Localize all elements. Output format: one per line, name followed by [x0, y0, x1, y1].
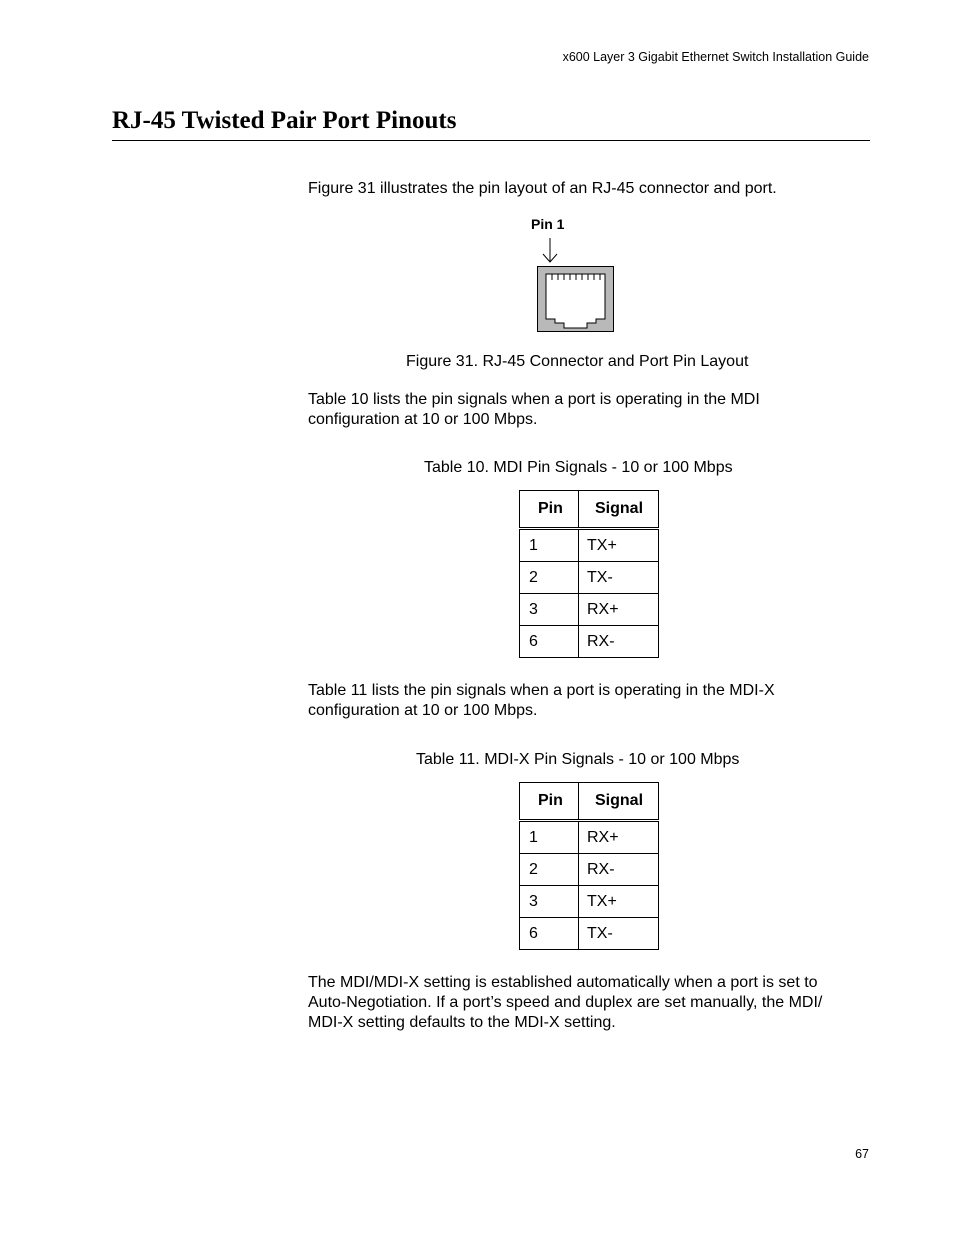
table11-intro — [308, 681, 868, 721]
mdi-pin-table — [519, 490, 659, 658]
table-row — [520, 821, 659, 854]
pin-cell: 6 — [520, 626, 579, 658]
table10-caption: Table 10. MDI Pin Signals - 10 or 100 Mbps — [424, 459, 733, 476]
signal-cell: RX+ — [579, 821, 659, 854]
table-row — [520, 529, 659, 562]
pin-cell: 2 — [520, 854, 579, 886]
pin-cell: 3 — [520, 594, 579, 626]
table11-intro-line1: Table 11 lists the pin signals when a port is operating in the MDI-X — [308, 682, 775, 699]
mdix-pin-table — [519, 782, 659, 950]
closing-line1: The MDI/MDI-X setting is established automatically when a port is set to — [308, 974, 818, 991]
closing-paragraph — [308, 973, 868, 1033]
pin-cell: 1 — [520, 529, 579, 562]
closing-line3: MDI-X setting defaults to the MDI-X setting. — [308, 1014, 616, 1031]
rj45-port-icon — [528, 236, 618, 336]
table-header-row — [520, 783, 659, 821]
pin-cell: 3 — [520, 886, 579, 918]
table-row — [520, 594, 659, 626]
table11-caption: Table 11. MDI-X Pin Signals - 10 or 100 Mbps — [416, 751, 740, 768]
table-header-row — [520, 491, 659, 529]
table11-intro-line2: configuration at 10 or 100 Mbps. — [308, 702, 538, 719]
title-rule — [112, 140, 870, 141]
pin-cell: 2 — [520, 562, 579, 594]
table10-intro-line1: Table 10 lists the pin signals when a port is operating in the MDI — [308, 391, 760, 408]
intro-paragraph: Figure 31 illustrates the pin layout of an RJ-45 connector and port. — [308, 180, 777, 197]
signal-cell: TX+ — [579, 886, 659, 918]
pin-column-header: Pin — [520, 783, 579, 821]
table-row — [520, 626, 659, 658]
signal-column-header: Signal — [579, 491, 659, 529]
section-title: RJ-45 Twisted Pair Port Pinouts — [112, 107, 457, 134]
signal-column-header: Signal — [579, 783, 659, 821]
table10-intro — [308, 390, 868, 430]
table-row — [520, 886, 659, 918]
rj45-port-figure — [528, 236, 618, 341]
table-row — [520, 562, 659, 594]
page-number: 67 — [855, 1147, 869, 1161]
figure-caption: Figure 31. RJ-45 Connector and Port Pin Layout — [406, 353, 749, 370]
table10-intro-line2: configuration at 10 or 100 Mbps. — [308, 411, 538, 428]
table-row — [520, 854, 659, 886]
closing-line2: Auto-Negotiation. If a port’s speed and duplex are set manually, the MDI/ — [308, 994, 823, 1011]
signal-cell: RX+ — [579, 594, 659, 626]
table-row — [520, 918, 659, 950]
signal-cell: TX+ — [579, 529, 659, 562]
signal-cell: TX- — [579, 562, 659, 594]
pin-cell: 1 — [520, 821, 579, 854]
signal-cell: TX- — [579, 918, 659, 950]
pin-cell: 6 — [520, 918, 579, 950]
pin-column-header: Pin — [520, 491, 579, 529]
signal-cell: RX- — [579, 626, 659, 658]
pin1-label: Pin 1 — [531, 216, 565, 232]
running-header: x600 Layer 3 Gigabit Ethernet Switch Installation Guide — [562, 50, 869, 64]
signal-cell: RX- — [579, 854, 659, 886]
